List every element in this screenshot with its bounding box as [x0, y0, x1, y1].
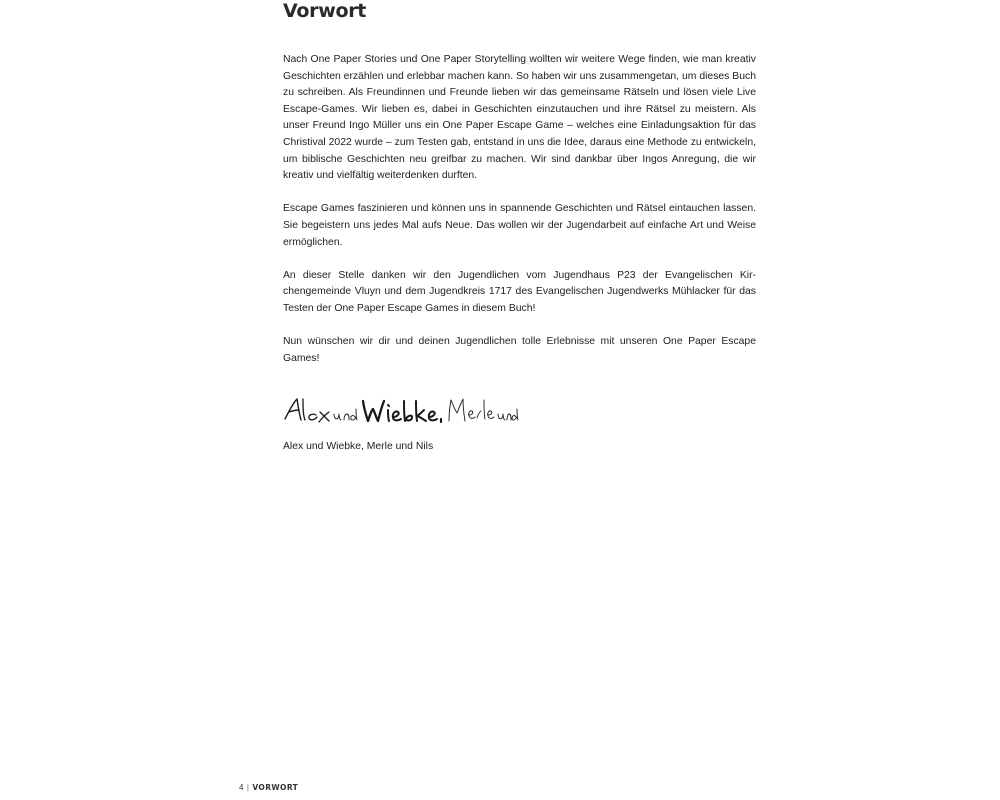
paragraph-intro: Nach One Paper Stories und One Paper Storytelling wollten wir weitere Wege finden, wie man kreativ Geschichten erzählen und erlebbar machen kann. So haben wir uns zusammengetan, um dieses Buch zu schreiben. Als Freundinnen und Freunde lieben wir das gemeinsame Rätseln und lösen viele Live Escape-Games. Wir lieben es, dabei in Geschichten einzutauchen und ihre Rätsel zu meistern. Als unser Freund Ingo Müller uns ein One Paper Escape Game – welches eine Einladungsaktion für das Christival 2022 wurde – zum Testen gab, entstand in uns die Idee, daraus eine Methode zu entwickeln, um biblische Geschichten neu greifbar zu machen. Wir sind dankbar über Ingos Anregung, die wir kreativ und vielfältig weiterdenken durften. — [283, 54, 756, 182]
paragraph-escape-games: Escape Games faszinieren und können uns in spannende Geschichten und Rätsel eintauchen lassen. Sie begeistern uns jedes Mal aufs Neue. Das wollen wir der Jugendarbeit auf einfache Art und Weise ermöglichen. — [283, 203, 756, 248]
paragraph-wishes: Nun wünschen wir dir und deinen Jugendlichen tolle Erlebnisse mit unseren One Paper Escape Games! — [283, 336, 756, 364]
page-number: 4 — [239, 783, 244, 792]
signature-names: Alex und Wiebke, Merle und Nils — [283, 441, 434, 452]
page-footer — [239, 783, 298, 792]
handwritten-signature — [283, 395, 523, 433]
footer-separator: | — [246, 783, 250, 792]
footer-section-title: VORWORT — [252, 783, 299, 792]
page-title: Vorwort — [283, 0, 367, 22]
foreword-body — [283, 52, 756, 384]
paragraph-thanks: An dieser Stelle danken wir den Jugendlichen vom Jugendhaus P23 der Evangelischen Kirchengemeinde Vluyn und dem Jugendkreis 1717 des Evangelischen Jugendwerks Mühlacker für das Testen der One Paper Escape Games in diesem Buch! — [283, 269, 756, 314]
